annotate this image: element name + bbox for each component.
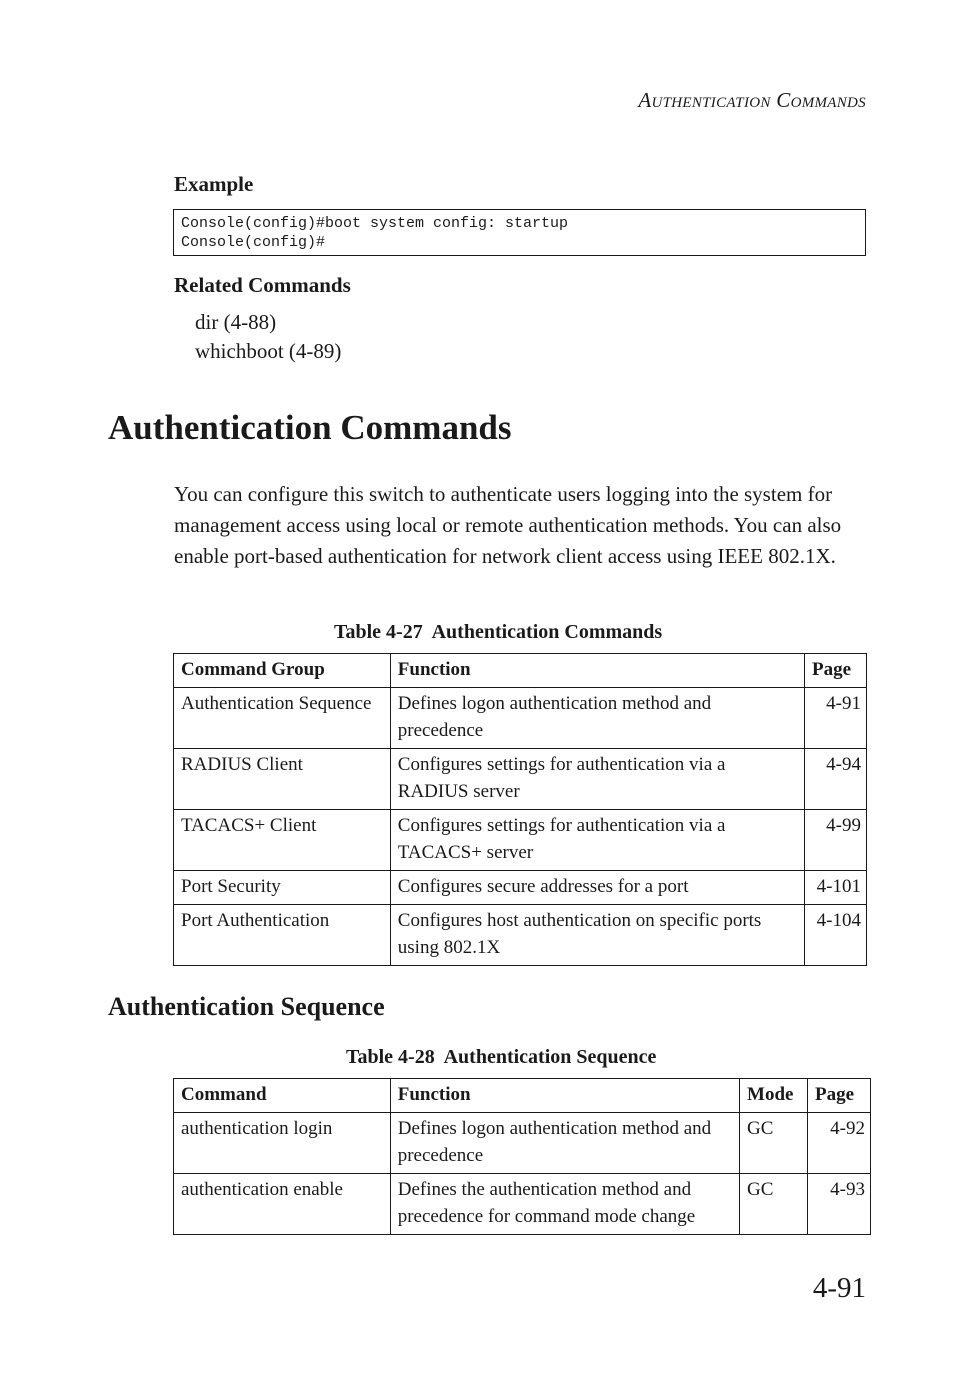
section-title: Authentication Commands (108, 408, 512, 447)
running-header-rest-a: UTHENTICATION (651, 95, 771, 111)
table-row (174, 905, 867, 966)
running-header-initial-c: C (776, 88, 791, 112)
table-row (174, 1174, 871, 1235)
code-line: Console(config)#boot system config: startup (181, 215, 569, 232)
running-header-rest-c: OMMANDS (790, 95, 866, 111)
table-cell: 4-101 (805, 871, 867, 905)
table-row (174, 1113, 871, 1174)
table-cell: Configures settings for authentication via a TACACS+ server (390, 810, 804, 871)
table-cell: Authentication Sequence (174, 688, 391, 749)
table-cell: 4-99 (805, 810, 867, 871)
column-header: Mode (740, 1079, 808, 1113)
column-header: Page (805, 654, 867, 688)
running-header-initial-a: A (638, 88, 652, 112)
table-cell: Port Security (174, 871, 391, 905)
table-cell: Defines the authentication method and precedence for command mode change (390, 1174, 739, 1235)
table-header-row (174, 654, 867, 688)
table-row (174, 749, 867, 810)
table-cell: authentication login (174, 1113, 391, 1174)
table-row (174, 810, 867, 871)
table-cell: Defines logon authentication method and precedence (390, 688, 804, 749)
table-cell: Configures secure addresses for a port (390, 871, 804, 905)
table-cell: TACACS+ Client (174, 810, 391, 871)
authentication-sequence-table (173, 1078, 871, 1235)
table-cell: 4-104 (805, 905, 867, 966)
table-cell: Configures host authentication on specific ports using 802.1X (390, 905, 804, 966)
column-header: Command Group (174, 654, 391, 688)
code-line: Console(config)# (181, 234, 326, 251)
subsection-title: Authentication Sequence (108, 992, 385, 1021)
page-number: 4-91 (812, 1272, 866, 1304)
table-cell: 4-91 (805, 688, 867, 749)
table-cell: authentication enable (174, 1174, 391, 1235)
table-cell: Defines logon authentication method and precedence (390, 1113, 739, 1174)
table-row (174, 688, 867, 749)
table-cell: Configures settings for authentication via a RADIUS server (390, 749, 804, 810)
table-cell: Port Authentication (174, 905, 391, 966)
example-heading: Example (174, 172, 254, 196)
table1-caption: Table 4-27 Authentication Commands (334, 621, 663, 643)
column-header: Command (174, 1079, 391, 1113)
related-commands-list (195, 308, 341, 366)
table-cell: GC (740, 1174, 808, 1235)
section-intro-paragraph: You can configure this switch to authenticate users logging into the system for management access using local or remote authentication methods. You can also enable port-based authentication for network client access using IEEE 802.1X. (174, 482, 842, 568)
authentication-commands-table (173, 653, 867, 966)
table-cell: 4-94 (805, 749, 867, 810)
table2-caption: Table 4-28 Authentication Sequence (346, 1046, 657, 1068)
table-header-row (174, 1079, 871, 1113)
table-cell: RADIUS Client (174, 749, 391, 810)
table-row (174, 871, 867, 905)
code-example-box (173, 209, 866, 256)
related-command-item: whichboot (4-89) (195, 339, 342, 363)
related-commands-heading: Related Commands (174, 273, 351, 297)
column-header: Function (390, 1079, 739, 1113)
column-header: Function (390, 654, 804, 688)
related-command-item: dir (4-88) (195, 310, 277, 334)
table-cell: 4-92 (808, 1113, 871, 1174)
running-header (638, 88, 866, 113)
table-cell: 4-93 (808, 1174, 871, 1235)
column-header: Page (808, 1079, 871, 1113)
table-cell: GC (740, 1113, 808, 1174)
